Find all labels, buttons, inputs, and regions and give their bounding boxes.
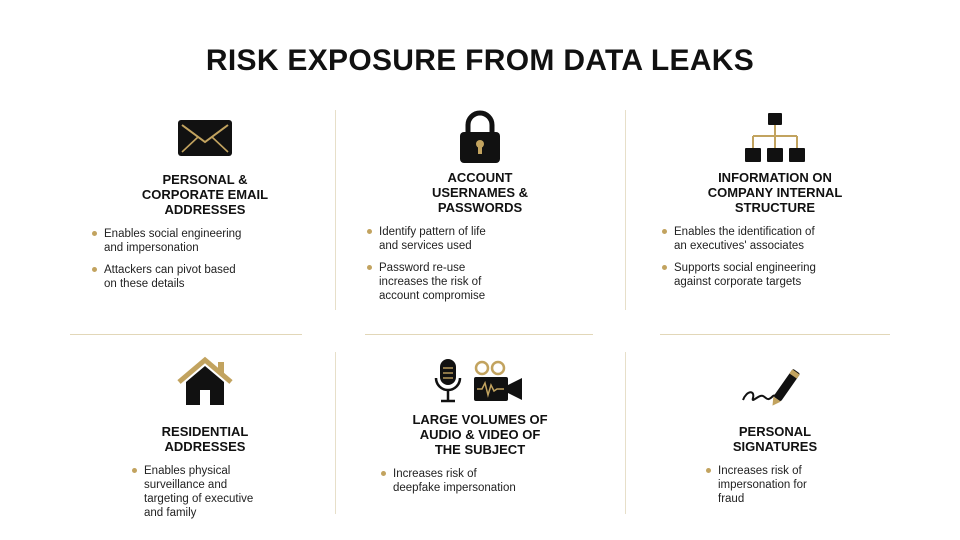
- page-title: RISK EXPOSURE FROM DATA LEAKS: [205, 44, 755, 77]
- card-heading: INFORMATION ON COMPANY INTERNAL STRUCTURE: [707, 170, 843, 215]
- card-heading: PERSONAL SIGNATURES: [732, 424, 818, 454]
- card-internal-structure: [660, 112, 890, 297]
- bullet-list: [365, 467, 595, 495]
- card-usernames-passwords: [365, 110, 595, 311]
- bullet-item: Password re-use increases the risk of account compromise: [365, 261, 595, 303]
- card-heading: RESIDENTIAL ADDRESSES: [161, 424, 249, 454]
- column-divider: [625, 352, 626, 514]
- microphone-camera-icon: [434, 358, 526, 406]
- bullet-item: Increases risk of impersonation for fraud: [704, 464, 890, 506]
- row-divider: [660, 334, 890, 335]
- card-residential-addresses: [90, 356, 320, 528]
- org-chart-icon: [744, 112, 806, 164]
- bullet-item: Supports social engineering against corporate targets: [660, 261, 890, 289]
- row-divider: [365, 334, 593, 335]
- bullet-item: Enables social engineering and impersonation: [90, 227, 320, 255]
- column-divider: [335, 352, 336, 514]
- bullet-item: Attackers can pivot based on these details: [90, 263, 320, 291]
- padlock-icon: [458, 110, 502, 164]
- house-icon: [176, 356, 234, 406]
- card-heading: LARGE VOLUMES OF AUDIO & VIDEO OF THE SUBJECT: [412, 412, 548, 457]
- card-signatures: [660, 356, 890, 514]
- risk-grid: [70, 108, 890, 528]
- bullet-list: [90, 227, 320, 291]
- bullet-list: [90, 464, 320, 520]
- bullet-item: Enables physical surveillance and targeting of executive and family: [130, 464, 320, 520]
- bullet-item: Identify pattern of life and services used: [365, 225, 595, 253]
- card-email-addresses: [90, 118, 320, 299]
- column-divider: [335, 110, 336, 310]
- bullet-list: [660, 225, 890, 289]
- bullet-item: Enables the identification of an executives' associates: [660, 225, 890, 253]
- bullet-item: Increases risk of deepfake impersonation: [379, 467, 595, 495]
- envelope-icon: [177, 118, 233, 158]
- bullet-list: [660, 464, 890, 506]
- card-heading: PERSONAL & CORPORATE EMAIL ADDRESSES: [141, 172, 269, 217]
- row-divider: [70, 334, 302, 335]
- signature-pen-icon: [739, 356, 811, 408]
- column-divider: [625, 110, 626, 310]
- card-audio-video: [365, 358, 595, 503]
- bullet-list: [365, 225, 595, 303]
- card-heading: ACCOUNT USERNAMES & PASSWORDS: [431, 170, 529, 215]
